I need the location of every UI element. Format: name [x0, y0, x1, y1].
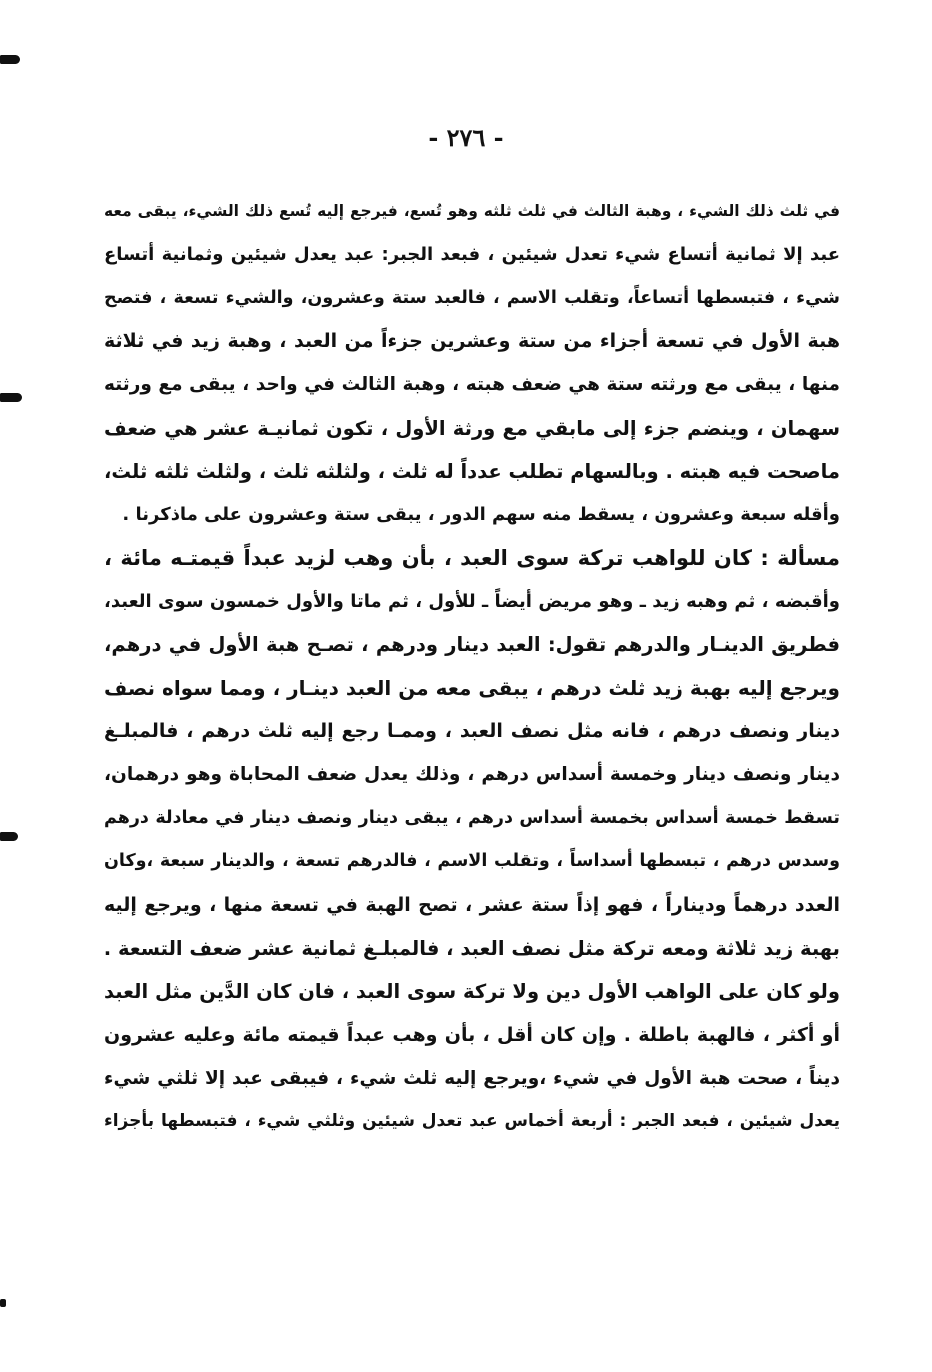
text-line: فطريق الدينـار والدرهم تقول: العبد دينار ودرهم ، تصـح هبة الأول في درهم، [104, 633, 840, 657]
text-line: ولو كان على الواهب الأول دين ولا تركة سوى العبد ، فان كان الدَّين مثل العبد [104, 980, 840, 1004]
margin-mark [0, 393, 22, 402]
text-line: العدد درهماً وديناراً ، فهو إذاً ستة عشر ، تصح الهبة في تسعة منها ، ويرجع إليه [104, 893, 840, 916]
text-line: ماصحت فيه هبته . وبالسهام تطلب عدداً له ثلث ، ولثلثه ثلث ، ولثلث ثلثه ثلث، [104, 460, 840, 484]
text-line: يعدل شيئين ، فبعد الجبر : أربعة أخماس عبد تعدل شيئين وثلثي شيء ، فتبسطها بأجزاء [104, 1111, 840, 1132]
margin-mark [0, 832, 18, 841]
text-line: ديناً ، صحت هبة الأول في شيء ،ويرجع إليه ثلث شيء ، فيبقى عبد إلا ثلثي شيء [104, 1067, 840, 1089]
text-line: تسقط خمسة أسداس بخمسة أسداس درهم ، يبقى دينار ونصف دينار في معادلة درهم [104, 807, 840, 828]
text-line: شيء ، فتبسطها أتساعاً، وتقلب الاسم ، فالعبد ستة وعشرون، والشيء تسعة ، فتصح [104, 287, 840, 308]
body-text [104, 190, 840, 1144]
text-line: وسدس درهم ، تبسطها أسداساً ، وتقلب الاسم ، فالدرهم تسعة ، والدينار سبعة ،وكان [104, 851, 840, 872]
text-line: دينار ونصف درهم ، فانه مثل نصف العبد ، وممـا رجع إليه ثلث درهم ، فالمبلـغ [104, 720, 840, 743]
text-line: منها ، يبقى مع ورثته ستة هي ضعف هبته ، وهبة الثالث في واحد ، يبقى مع ورثته [104, 374, 840, 396]
text-line: دينار ونصف دينار وخمسة أسداس درهم ، وذلك يعدل ضعف المحاباة وهو درهمان، [104, 764, 840, 786]
text-line: وأقله سبعة وعشرون ، يسقط منه سهم الدور ، يبقى ستة وعشرون على ماذكرنا . [122, 504, 840, 526]
text-line: في ثلث ذلك الشيء ، وهبة الثالث في ثلث ثلثه وهو تُسع، فيرجع إليه تُسع ذلك الشيء، يبقى معه [104, 202, 840, 220]
text-line: أو أكثر ، فالهبة باطلة . وإن كان أقل ، بأن وهب عبداً قيمته مائة وعليه عشرون [104, 1023, 840, 1046]
text-line: بهبة زيد ثلاثة ومعه تركة مثل نصف العبد ، فالمبلـغ ثمانية عشر ضعف التسعة . [104, 936, 840, 960]
text-line: مسألة : كان للواهب تركة سوى العبد ، بأن وهب لزيد عبداً قيمتـه مائة ، [104, 545, 840, 570]
margin-mark [0, 1299, 6, 1307]
text-line: سهمان ، وينضم جزء إلى مابقي مع ورثة الأول ، تكون ثمانيـة عشر هي ضعف [104, 416, 840, 440]
text-line: وأقبضه ، ثم وهبه زيد ـ وهو مريض أيضاً ـ للأول ، ثم ماتا والأول خمسون سوى العبد، [104, 591, 840, 613]
margin-mark [0, 55, 20, 64]
text-line: ويرجع إليه بهبة زيد ثلث درهم ، يبقى معه من العبد دينـار ، ومما سواه نصف [104, 675, 840, 700]
text-line: عبد إلا ثمانية أتساع شيء تعدل شيئين ، فبعد الجبر: عبد يعدل شيئين وثمانية أتساع [104, 244, 840, 266]
text-line: هبة الأول في تسعة أجزاء من ستة وعشرين جزءاً من العبد ، وهبة زيد في ثلاثة [104, 330, 840, 353]
page-number: - ٢٧٦ - [428, 123, 504, 152]
